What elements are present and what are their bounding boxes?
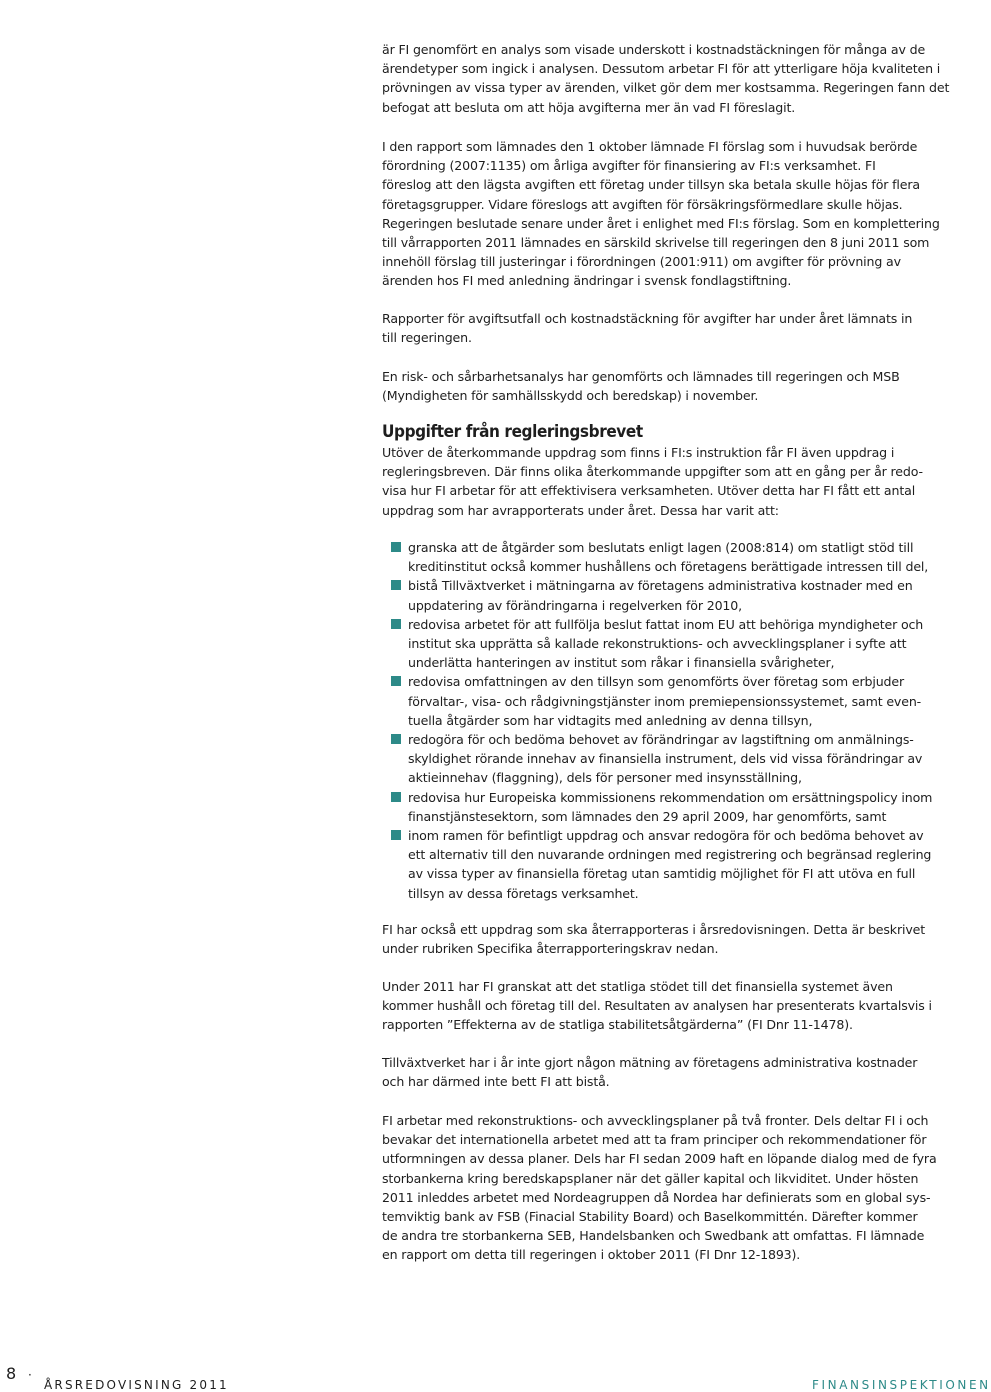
list-item [382, 615, 960, 673]
square-bullet-icon [391, 676, 401, 686]
square-bullet-icon [391, 792, 401, 802]
text-line: utformningen av dessa planer. Dels har FI sedan 2009 haft en löpande dialog med de fyra [382, 1151, 937, 1167]
text-line: 2011 inleddes arbetet med Nordeagruppen då Nordea har definierats som en global sys- [382, 1189, 931, 1205]
task-list [382, 538, 960, 903]
paragraph-regleringsbrev [382, 443, 956, 520]
list-item [382, 788, 960, 826]
text-line: och har därmed inte bett FI att bistå. [382, 1074, 610, 1090]
organization-name: FINANSINSPEKTIONEN [812, 1378, 991, 1392]
list-item-line: finanstjänstesektorn, som lämnades den 29 april 2009, har genomförts, samt [408, 808, 887, 824]
text-line: Rapporter för avgiftsutfall och kostnadstäckning för avgifter har under året lämnats in [382, 311, 913, 326]
paragraph-avgiftsutfall [382, 309, 956, 347]
page-number: 8 [6, 1364, 17, 1383]
list-item-line: ett alternativ till den nuvarande ordningen med registrering och begränsad reglering [408, 847, 932, 863]
text-line: kommer hushåll och företag till del. Resultaten av analysen har presenterats kvartalsvis i [382, 998, 932, 1014]
paragraph-avvecklingsplaner [382, 1111, 956, 1265]
section-heading: Uppgifter från regleringsbrevet [382, 422, 643, 442]
text-line: företagsgrupper. Vidare föreslogs att avgiften för försäkringsförmedlare skulle höjas. [382, 196, 903, 212]
list-item-line: redovisa omfattningen av den tillsyn som genomförts över företag som erbjuder [408, 674, 904, 690]
square-bullet-icon [391, 580, 401, 590]
list-item [382, 672, 960, 730]
list-item-line: skyldighet rörande innehav av finansiella instrument, dels vid vissa förändringar av [408, 751, 923, 767]
text-line: bevakar det internationella arbetet med att ta fram principer och rekommendationer för [382, 1132, 927, 1148]
text-line: befogat att besluta om att höja avgifterna mer än vad FI föreslagit. [382, 99, 796, 115]
text-line: förordning (2007:1135) om årliga avgifter för finansiering av FI:s verksamhet. FI [382, 158, 876, 174]
square-bullet-icon [391, 619, 401, 629]
text-line: till vårrapporten 2011 lämnades en särskild skrivelse till regeringen den 8 juni 2011 som [382, 235, 930, 251]
text-line: innehöll förslag till justeringar i förordningen (2001:911) om avgifter för prövning av [382, 254, 901, 270]
paragraph-aterrapportering [382, 920, 956, 958]
paragraph-rapport [382, 137, 956, 291]
square-bullet-icon [391, 542, 401, 552]
report-title: ÅRSREDOVISNING 2011 [44, 1378, 229, 1392]
list-item-line: av vissa typer av finansiella företag utan samtidig möjlighet för FI att utöva en full [408, 866, 916, 882]
paragraph-riskanalys [382, 367, 956, 405]
text-line: regleringsbreven. Där finns olika återkommande uppgifter som att en gång per år redo- [382, 464, 923, 480]
list-item-line: redogöra för och bedöma behovet av förändringar av lagstiftning om anmälnings- [408, 732, 914, 748]
list-item-line: bistå Tillväxtverket i mätningarna av företagens administrativa kostnader med en [408, 578, 913, 594]
list-item-line: inom ramen för befintligt uppdrag och ansvar redogöra för och bedöma behovet av [408, 828, 924, 844]
square-bullet-icon [391, 734, 401, 744]
list-item-line: tillsyn av dessa företags verksamhet. [408, 885, 639, 901]
text-line: storbankerna kring beredskapsplaner när det gäller kapital och likviditet. Under hösten [382, 1170, 919, 1186]
list-item-line: kreditinstitut också kommer hushållens och företagens berättigade intressen till del, [408, 559, 929, 575]
text-line: till regeringen. [382, 330, 472, 346]
list-item-line: underlätta hanteringen av institut som råkar i finansiella svårigheter, [408, 655, 835, 671]
list-item-line: redovisa arbetet för att fullfölja beslut fattat inom EU att behöriga myndigheter och [408, 616, 924, 632]
text-line: Under 2011 har FI granskat att det statliga stödet till det finansiella systemet även [382, 979, 893, 994]
list-item [382, 730, 960, 788]
text-line: ärenden hos FI med anledning ändringar i svensk fondlagstiftning. [382, 273, 792, 289]
text-line: Utöver de återkommande uppdrag som finns i FI:s instruktion får FI även uppdrag i [382, 445, 895, 460]
list-item-line: aktieinnehav (flaggning), dels för personer med insynsställning, [408, 770, 802, 786]
text-line: en rapport om detta till regeringen i oktober 2011 (FI Dnr 12-1893). [382, 1247, 801, 1263]
text-line: (Myndigheten för samhällsskydd och beredskap) i november. [382, 388, 759, 404]
list-item-line: institut ska upprätta så kallade rekonstruktions- och avvecklingsplaner i syfte att [408, 636, 907, 652]
text-line: de andra tre storbankerna SEB, Handelsbanken och Swedbank att omfattas. FI lämnade [382, 1228, 925, 1244]
paragraph-tillvaxtverket [382, 1053, 956, 1091]
paragraph-statligt-stod [382, 977, 956, 1035]
text-line: prövningen av vissa typer av ärenden, vilket gör dem mer kostsamma. Regeringen fann det [382, 80, 950, 96]
list-item-line: granska att de åtgärder som beslutats enligt lagen (2008:814) om statligt stöd till [408, 540, 914, 555]
intro-paragraph [382, 40, 956, 117]
text-line: föreslog att den lägsta avgiften ett företag under tillsyn ska betala skulle höjas för flera [382, 177, 920, 193]
list-item [382, 538, 960, 576]
text-line: är FI genomfört en analys som visade underskott i kostnadstäckningen för många av de [382, 42, 926, 57]
text-line: FI arbetar med rekonstruktions- och avvecklingsplaner på två fronter. Dels deltar FI i och [382, 1113, 929, 1128]
footer-separator: · [28, 1368, 32, 1382]
text-line: En risk- och sårbarhetsanalys har genomförts och lämnades till regeringen och MSB [382, 369, 900, 384]
text-line: ärendetyper som ingick i analysen. Dessutom arbetar FI för att ytterligare höja kvaliteten i [382, 61, 941, 77]
list-item-line: redovisa hur Europeiska kommissionens rekommendation om ersättningspolicy inom [408, 789, 933, 805]
list-item [382, 826, 960, 903]
text-line: temviktig bank av FSB (Finacial Stability Board) och Baselkommittén. Därefter kommer [382, 1209, 918, 1225]
list-item-line: förvaltar-, visa- och rådgivningstjänster inom premiepensionssystemet, samt even- [408, 693, 922, 709]
text-line: uppdrag som har avrapporterats under året. Dessa har varit att: [382, 502, 779, 518]
text-line: Tillväxtverket har i år inte gjort någon mätning av företagens administrativa kostnader [382, 1055, 918, 1070]
list-item-line: tuella åtgärder som har vidtagits med anledning av denna tillsyn, [408, 712, 813, 728]
text-line: under rubriken Specifika återrapporteringskrav nedan. [382, 941, 719, 957]
list-item-line: uppdatering av förändringarna i regelverken för 2010, [408, 597, 743, 613]
text-line: FI har också ett uppdrag som ska återrapporteras i årsredovisningen. Detta är beskrivet [382, 922, 926, 937]
text-line: Regeringen beslutade senare under året i enlighet med FI:s förslag. Som en komplettering [382, 215, 940, 231]
square-bullet-icon [391, 830, 401, 840]
list-item [382, 576, 960, 614]
text-line: visa hur FI arbetar för att effektivisera verksamheten. Utöver detta har FI fått ett antal [382, 483, 916, 499]
text-line: I den rapport som lämnades den 1 oktober lämnade FI förslag som i huvudsak berörde [382, 139, 918, 154]
text-line: rapporten ”Effekterna av de statliga stabilitetsåtgärderna” (FI Dnr 11-1478). [382, 1017, 853, 1033]
